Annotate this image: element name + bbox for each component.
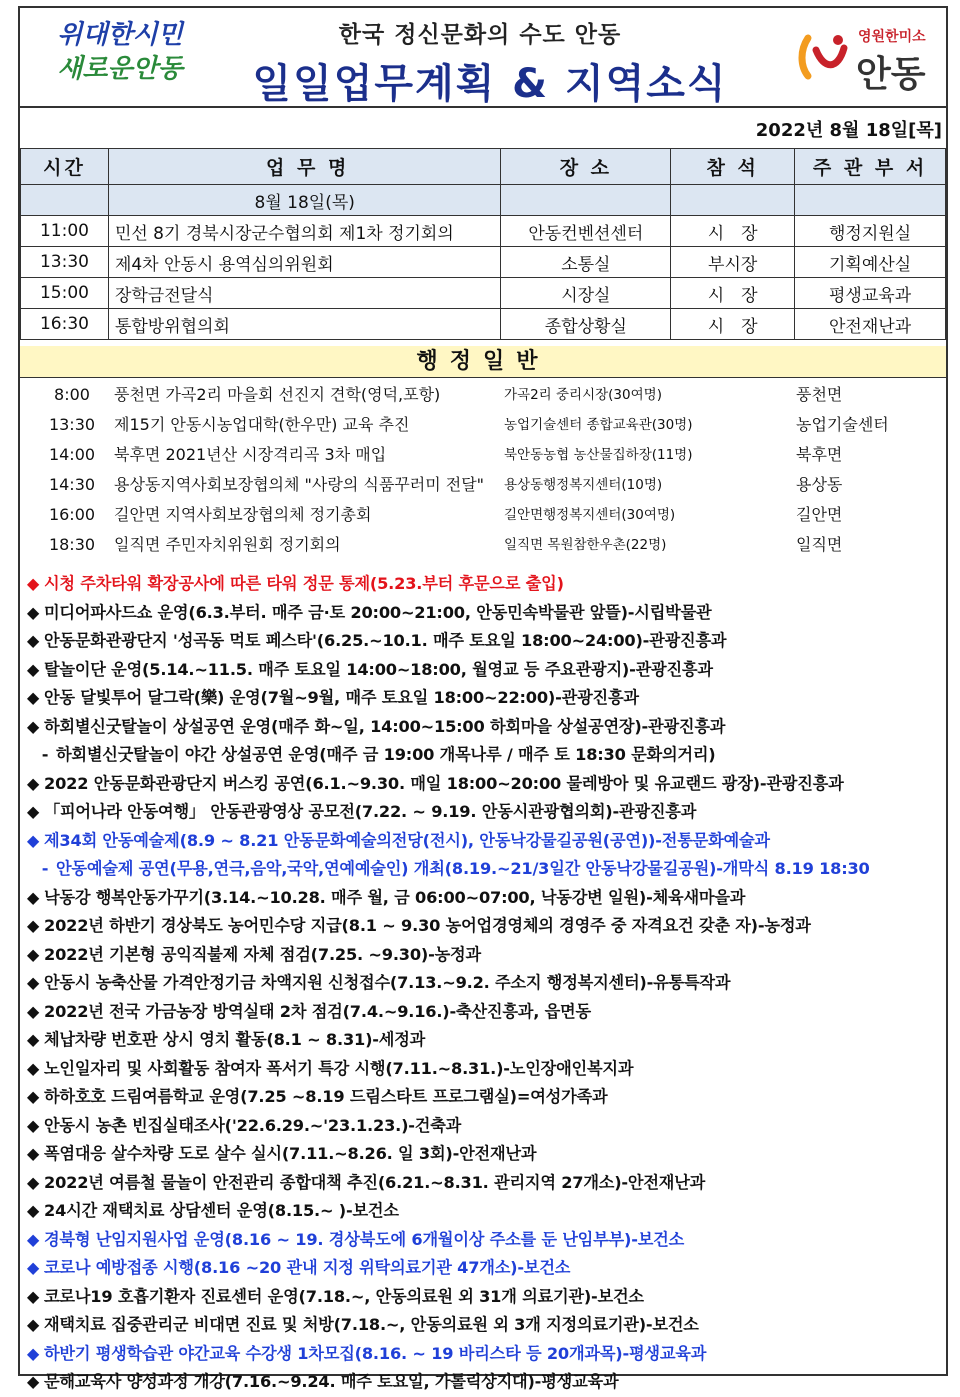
row-time: 11:00 <box>21 216 109 247</box>
notice-text: 탈놀이단 운영(5.14.~11.5. 매주 토요일 14:00~18:00, 월영교 등 주요관광지)-관광진흥과 <box>44 659 713 679</box>
notice-text: 제34회 안동예술제(8.9 ~ 8.21 안동문화예술의전당(전시), 안동낙강물길공원(공연))-전통문화예술과 <box>44 830 770 850</box>
document-date: 2022년 8월 18일[목] <box>755 120 942 141</box>
notice-item <box>22 627 944 656</box>
admin-task: 제15기 안동시농업대학(한우만) 교육 추진 <box>114 415 410 434</box>
smile-logo-icon <box>794 30 852 88</box>
diamond-bullet-icon: ◆ <box>26 1087 40 1106</box>
notice-item <box>22 684 944 713</box>
notice-text: 미디어파사드쇼 운영(6.3.부터. 매주 금·토 20:00~21:00, 안동민속박물관 앞뜰)-시립박물관 <box>44 602 712 622</box>
diamond-bullet-icon: ◆ <box>26 1286 40 1306</box>
diamond-bullet-icon: ◆ <box>26 1343 40 1363</box>
notice-text: 폭염대응 살수차량 도로 살수 실시(7.11.~8.26. 일 3회)-안전재난과 <box>44 1144 537 1163</box>
admin-list <box>20 380 946 560</box>
diamond-bullet-icon: ◆ <box>26 1144 40 1163</box>
diamond-bullet-icon: ◆ <box>26 631 40 650</box>
row-time: 15:00 <box>21 278 109 309</box>
header <box>20 8 946 106</box>
notice-item <box>22 1311 944 1340</box>
notice-item <box>22 770 944 799</box>
admin-dept: 농업기술센터 <box>796 415 889 434</box>
admin-dept: 길안면 <box>796 505 843 524</box>
admin-task: 풍천면 가곡2리 마을회 선진지 견학(영덕,포항) <box>114 385 441 404</box>
admin-place: 용상동행정복지센터(10명) <box>504 477 663 493</box>
notice-text: 안동 달빛투어 달그락(樂) 운영(7월~9월, 매주 토요일 18:00~22:00)-관광진흥과 <box>44 688 639 707</box>
notice-item <box>22 1283 944 1312</box>
header-divider <box>20 106 946 108</box>
admin-place: 북안동농협 농산물집하장(11명) <box>504 447 693 463</box>
row-time: 16:30 <box>21 309 109 340</box>
document-frame <box>18 6 948 1391</box>
notice-item <box>22 798 944 827</box>
notice-item <box>22 599 944 628</box>
notice-item <box>22 1026 944 1055</box>
admin-task: 북후면 2021년산 시장격리곡 3차 매입 <box>114 445 387 464</box>
table-row <box>21 247 946 278</box>
notice-text: 2022년 하반기 경상북도 농어민수당 지급(8.1 ~ 9.30 농어업경영체의 경영주 중 자격요건 갖춘 자)-농정과 <box>44 916 811 935</box>
diamond-bullet-icon: ◆ <box>26 773 40 793</box>
admin-place: 농업기술센터 종합교육관(30명) <box>504 417 693 433</box>
notice-text: 하반기 평생학습관 야간교육 수강생 1차모집(8.16. ~ 19 바리스타 등 20개과목)-평생교육과 <box>44 1343 707 1363</box>
row-dept: 평생교육과 <box>795 278 946 309</box>
row-attendee: 시 장 <box>671 278 795 309</box>
diamond-bullet-icon: ◆ <box>26 716 40 736</box>
admin-time: 16:00 <box>48 505 96 524</box>
col-header-time: 시간 <box>21 149 109 185</box>
city-logo <box>790 20 940 96</box>
notice-text: 2022년 여름철 물놀이 안전관리 종합대책 추진(6.21.~8.31. 관리지역 27개소)-안전재난과 <box>44 1172 706 1192</box>
row-attendee: 부시장 <box>671 247 795 278</box>
notice-item <box>22 1197 944 1226</box>
diamond-bullet-icon: ◆ <box>26 1229 40 1249</box>
row-dept: 기획예산실 <box>795 247 946 278</box>
admin-dept: 북후면 <box>796 445 843 464</box>
logo-name: 안동 <box>856 54 926 95</box>
admin-dept: 풍천면 <box>796 385 843 404</box>
col-header-attendee: 참 석 <box>671 149 795 185</box>
diamond-bullet-icon: ◆ <box>26 688 40 707</box>
list-item <box>20 410 946 440</box>
document-title: 일일업무계획 & 지역소식 <box>252 61 728 107</box>
notice-text: 안동시 농축산물 가격안정기금 차액지원 신청접수(7.13.~9.2. 주소지 행정복지센터)-유통특작과 <box>44 973 731 992</box>
notice-item <box>22 1254 944 1283</box>
city-slogan <box>30 18 210 86</box>
admin-section-title: 행정일반 <box>20 346 946 378</box>
notice-list <box>22 570 944 1397</box>
notice-item <box>22 1055 944 1084</box>
notice-text: 시청 주차타워 확장공사에 따른 타워 정문 통제(5.23.부터 후문으로 출입) <box>44 574 564 593</box>
notice-item <box>22 855 944 884</box>
row-task: 통합방위협의회 <box>108 309 501 340</box>
notice-item <box>22 912 944 941</box>
diamond-bullet-icon: ◆ <box>26 1115 40 1135</box>
list-item <box>20 380 946 410</box>
notice-text: 하회별신굿탈놀이 상설공연 운영(매주 화~일, 14:00~15:00 하회마을 상설공연장)-관광진흥과 <box>44 716 726 736</box>
notice-text: 문해교육사 양성과정 개강(7.16.~9.24. 매주 토요일, 가톨릭상지대)-평생교육과 <box>44 1372 619 1391</box>
notice-text: 낙동강 행복안동가꾸기(3.14.~10.28. 매주 월, 금 06:00~07:00, 낙동강변 일원)-체육새마을과 <box>44 887 746 907</box>
dash-bullet-icon: - <box>41 859 49 878</box>
admin-dept: 일직면 <box>796 535 843 554</box>
admin-task: 길안면 지역사회보장협의체 정기총회 <box>114 505 372 524</box>
table-row <box>21 309 946 340</box>
col-header-place: 장 소 <box>501 149 671 185</box>
notice-text: 코로나 예방접종 시행(8.16 ~20 관내 지정 위탁의료기관 47개소)-보건소 <box>44 1258 571 1277</box>
notice-item <box>22 941 944 970</box>
notice-text: 2022 안동문화관광단지 버스킹 공연(6.1.~9.30. 매일 18:00~20:00 물레방아 및 유교랜드 광장)-관광진흥과 <box>44 773 844 793</box>
row-attendee: 시 장 <box>671 309 795 340</box>
admin-time: 14:00 <box>48 445 96 464</box>
notice-text: 2022년 전국 가금농장 방역실태 2차 점검(7.4.~9.16.)-축산진흥과, 읍면동 <box>44 1001 591 1021</box>
diamond-bullet-icon: ◆ <box>26 944 40 964</box>
diamond-bullet-icon: ◆ <box>26 1258 40 1277</box>
notice-text: 하하호호 드림여름학교 운영(7.25 ~8.19 드림스타트 프로그램실)=여성가족과 <box>44 1087 608 1106</box>
notice-text: 2022년 기본형 공익직불제 자체 점검(7.25. ~9.30)-농정과 <box>44 944 481 964</box>
notice-text: 체납차량 번호판 상시 영치 활동(8.1 ~ 8.31)-세정과 <box>44 1030 426 1049</box>
notice-item <box>22 1368 944 1397</box>
notice-text: 재택치료 집중관리군 비대면 진료 및 처방(7.18.~, 안동의료원 외 3개 지정의료기관)-보건소 <box>44 1315 699 1334</box>
admin-time: 13:30 <box>48 415 96 434</box>
row-task: 민선 8기 경북시장군수협의회 제1차 정기회의 <box>108 216 501 247</box>
row-place: 종합상황실 <box>501 309 671 340</box>
admin-task: 일직면 주민자치위원회 정기회의 <box>114 535 341 554</box>
admin-place: 가곡2리 중리시장(30여명) <box>504 387 662 403</box>
notice-text: 코로나19 호흡기환자 진료센터 운영(7.18.~, 안동의료원 외 31개 의료기관)-보건소 <box>44 1286 644 1306</box>
schedule-header-row <box>21 149 946 185</box>
row-place: 소통실 <box>501 247 671 278</box>
diamond-bullet-icon: ◆ <box>26 1058 40 1078</box>
admin-dept: 용상동 <box>796 475 843 494</box>
notice-item <box>22 1226 944 1255</box>
diamond-bullet-icon: ◆ <box>26 916 40 935</box>
notice-item <box>22 741 944 770</box>
notice-item <box>22 713 944 742</box>
notice-item <box>22 656 944 685</box>
diamond-bullet-icon: ◆ <box>26 830 40 850</box>
table-row <box>21 216 946 247</box>
notice-text: 안동문화관광단지 '성곡동 먹토 페스타'(6.25.~10.1. 매주 토요일 18:00~24:00)-관광진흥과 <box>44 631 727 650</box>
diamond-bullet-icon: ◆ <box>26 1315 40 1334</box>
notice-item <box>22 1140 944 1169</box>
dash-bullet-icon: - <box>41 745 49 764</box>
admin-time: 8:00 <box>54 385 90 404</box>
diamond-bullet-icon: ◆ <box>26 1001 40 1021</box>
notice-item <box>22 570 944 599</box>
diamond-bullet-icon: ◆ <box>26 659 40 679</box>
list-item <box>20 470 946 500</box>
notice-item <box>22 1112 944 1141</box>
schedule-day-row <box>21 185 946 216</box>
notice-text: 안동시 농촌 빈집실태조사('22.6.29.~'23.1.23.)-건축과 <box>44 1115 462 1135</box>
table-row <box>21 278 946 309</box>
notice-item <box>22 998 944 1027</box>
slogan-line-2: 새로운안동 <box>57 54 183 84</box>
col-header-task: 업 무 명 <box>108 149 501 185</box>
admin-place: 일직면 목원참한우촌(22명) <box>504 537 667 553</box>
diamond-bullet-icon: ◆ <box>26 1201 40 1220</box>
diamond-bullet-icon: ◆ <box>26 973 40 992</box>
admin-place: 길안면행정복지센터(30여명) <box>504 507 676 523</box>
notice-text: 노인일자리 및 사회활동 참여자 폭서기 특강 시행(7.11.~8.31.)-노인장애인복지과 <box>44 1058 634 1078</box>
diamond-bullet-icon: ◆ <box>26 802 40 821</box>
row-task: 제4차 안동시 용역심의위원회 <box>108 247 501 278</box>
row-task: 장학금전달식 <box>108 278 501 309</box>
admin-time: 18:30 <box>48 535 96 554</box>
notice-text: 안동예술제 공연(무용,연극,음악,국악,연예예술인) 개최(8.19.~21/3일간 안동낙강물길공원)-개막식 8.19 18:30 <box>56 859 870 878</box>
diamond-bullet-icon: ◆ <box>26 574 40 593</box>
notice-item <box>22 1169 944 1198</box>
col-header-dept: 주 관 부 서 <box>795 149 946 185</box>
list-item <box>20 530 946 560</box>
row-dept: 안전재난과 <box>795 309 946 340</box>
notice-item <box>22 1083 944 1112</box>
notice-item <box>22 969 944 998</box>
row-place: 안동컨벤션센터 <box>501 216 671 247</box>
diamond-bullet-icon: ◆ <box>26 602 40 622</box>
admin-time: 14:30 <box>48 475 96 494</box>
notice-text: 24시간 재택치료 상담센터 운영(8.15.~ )-보건소 <box>44 1201 399 1220</box>
admin-task: 용상동지역사회보장협의체 "사랑의 식품꾸러미 전달" <box>114 475 485 494</box>
schedule-table <box>20 148 946 340</box>
notice-item <box>22 827 944 856</box>
list-item <box>20 440 946 470</box>
document-subtitle: 한국 정신문화의 수도 안동 <box>338 22 622 48</box>
row-attendee: 시 장 <box>671 216 795 247</box>
notice-text: 경북형 난임지원사업 운영(8.16 ~ 19. 경상북도에 6개월이상 주소를 둔 난임부부)-보건소 <box>44 1229 685 1249</box>
row-dept: 행정지원실 <box>795 216 946 247</box>
notice-item <box>22 884 944 913</box>
logo-slogan: 영원한미소 <box>858 29 926 45</box>
list-item <box>20 500 946 530</box>
schedule-day-label: 8월 18일(목) <box>108 185 501 216</box>
diamond-bullet-icon: ◆ <box>26 1030 40 1049</box>
row-time: 13:30 <box>21 247 109 278</box>
diamond-bullet-icon: ◆ <box>26 887 40 907</box>
diamond-bullet-icon: ◆ <box>26 1372 40 1391</box>
row-place: 시장실 <box>501 278 671 309</box>
slogan-line-1: 위대한시민 <box>57 20 183 50</box>
diamond-bullet-icon: ◆ <box>26 1172 40 1192</box>
notice-text: 하회별신굿탈놀이 야간 상설공연 운영(매주 금 19:00 개목나루 / 매주 토 18:30 문화의거리) <box>56 745 716 764</box>
notice-text: 「피어나라 안동여행」 안동관광영상 공모전(7.22. ~ 9.19. 안동시관광협의회)-관광진흥과 <box>44 802 697 821</box>
notice-item <box>22 1340 944 1369</box>
